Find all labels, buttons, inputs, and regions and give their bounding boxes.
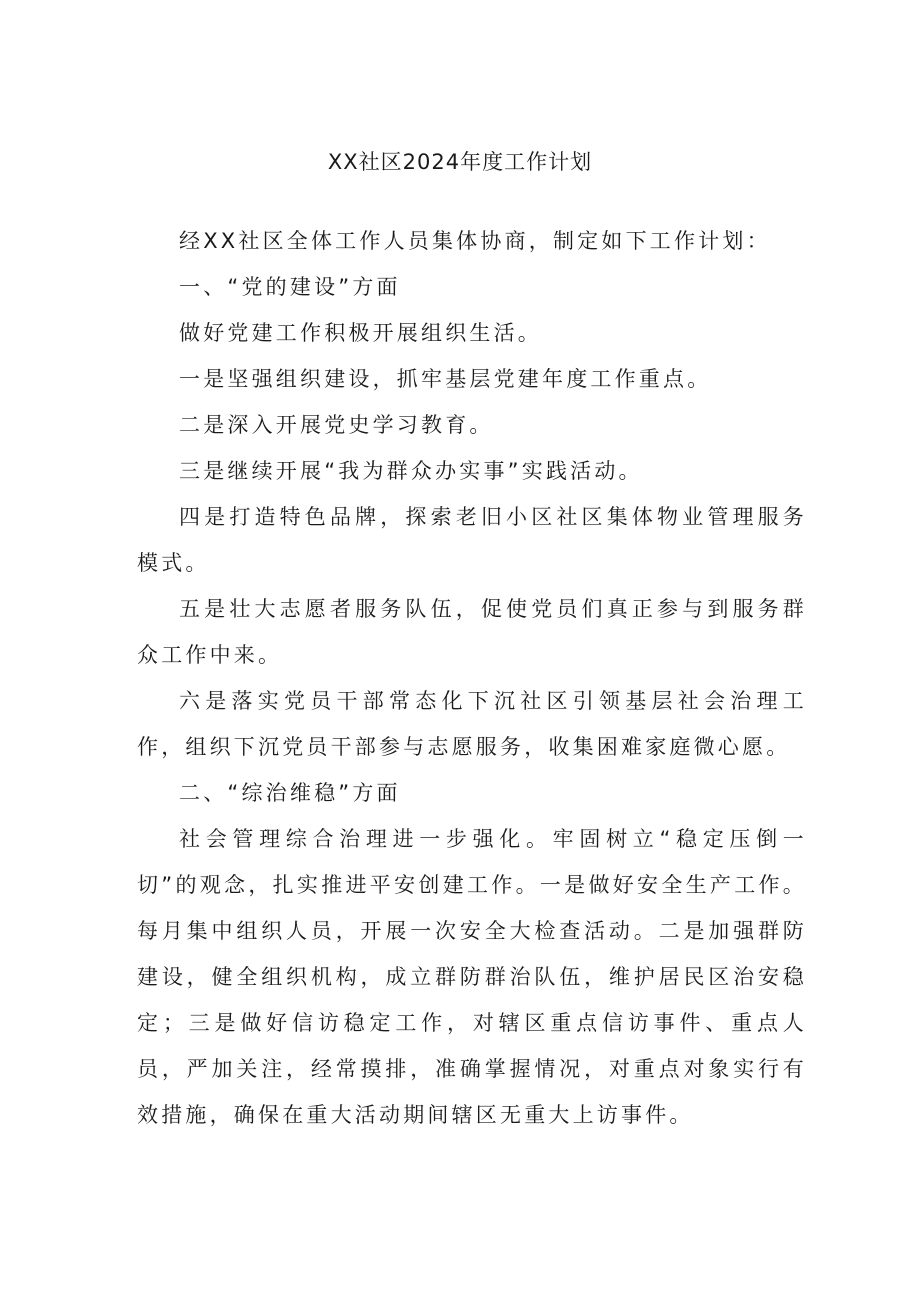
section-heading-stability: 二、“综治维稳”方面 [179, 781, 401, 805]
section-heading-party-building: 一、“党的建设”方面 [179, 275, 401, 299]
paragraph: 一是坚强组织建设，抓牢基层党建年度工作重点。 [179, 367, 712, 391]
paragraph: 四是打造特色品牌，探索老旧小区社区集体物业管理服务模式。 [137, 505, 807, 575]
paragraph: 六是落实党员干部常态化下沉社区引领基层社会治理工作，组织下沉党员干部参与志愿服务，收集困难家庭微心愿。 [137, 689, 807, 759]
paragraph: 做好党建工作积极开展组织生活。 [179, 321, 542, 345]
paragraph: 三是继续开展“我为群众办实事”实践活动。 [179, 459, 643, 483]
paragraph: 二是深入开展党史学习教育。 [179, 413, 494, 437]
paragraph: 五是壮大志愿者服务队伍，促使党员们真正参与到服务群众工作中来。 [137, 597, 807, 667]
document-title: XX社区2024年度工作计划 [327, 150, 593, 174]
paragraph: 社会管理综合治理进一步强化。牢固树立“稳定压倒一切”的观念，扎实推进平安创建工作。一是做好安全生产工作。每月集中组织人员，开展一次安全大检查活动。二是加强群防建设，健全组织机构，成立群防群治队伍，维护居民区治安稳定；三是做好信访稳定工作，对辖区重点信访事件、重点人员，严加关注，经常摸排，准确掌握情况，对重点对象实行有效措施，确保在重大活动期间辖区无重大上访事件。 [137, 827, 807, 1127]
document-body [137, 218, 807, 1138]
intro-paragraph: 经XX社区全体工作人员集体协商，制定如下工作计划： [179, 229, 771, 253]
